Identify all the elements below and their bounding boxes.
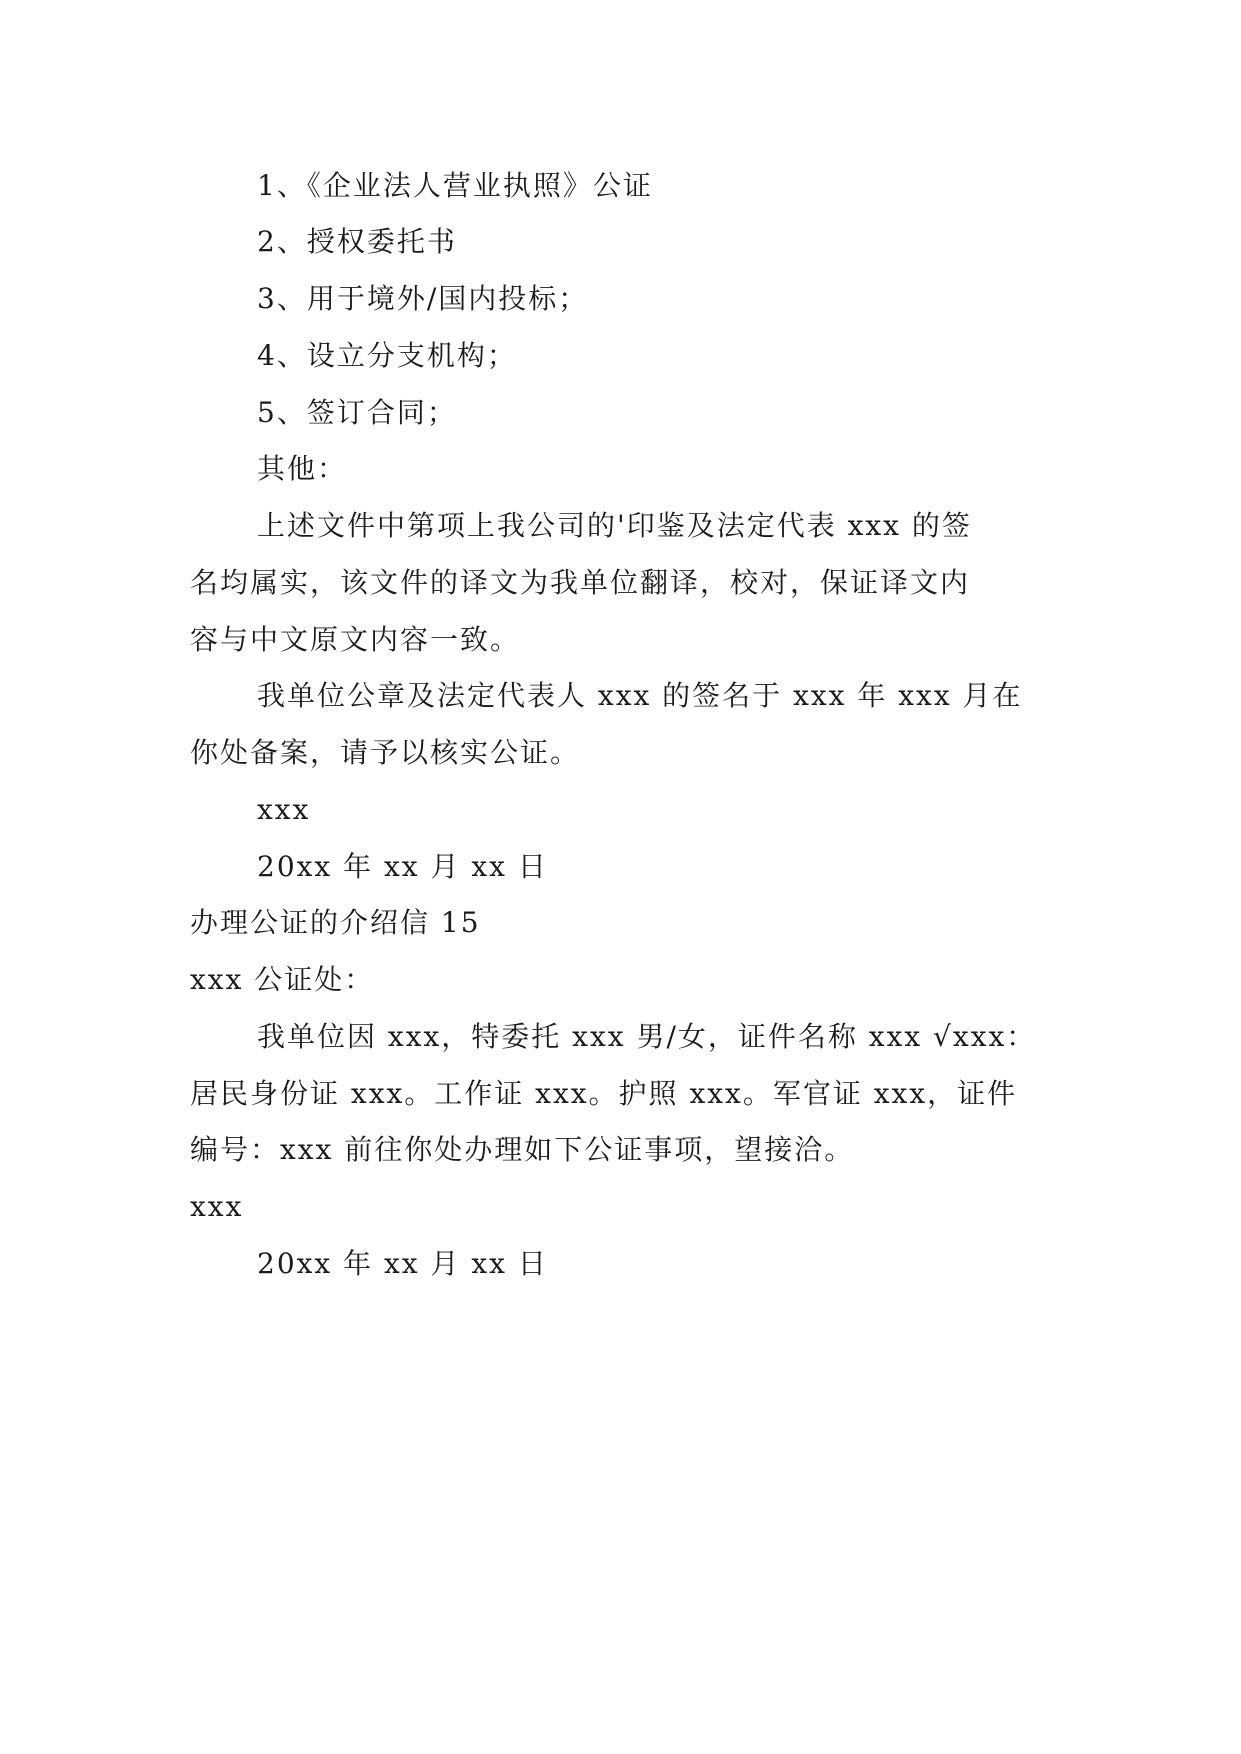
signature-name: xxx bbox=[257, 793, 311, 826]
letter-title: 办理公证的介绍信 15 bbox=[190, 906, 481, 939]
paragraph1-line2: 名均属实，该文件的译文为我单位翻译，校对，保证译文内 bbox=[190, 566, 971, 599]
paragraph2-line1: 我单位公章及法定代表人 xxx 的签名于 xxx 年 xxx 月在 bbox=[257, 679, 1023, 712]
paragraph2-line2: 你处备案，请予以核实公证。 bbox=[190, 736, 581, 769]
list-item-1: 1、《企业法人营业执照》公证 bbox=[257, 169, 653, 202]
paragraph1-line1: 上述文件中第项上我公司的'印鉴及法定代表 xxx 的签 bbox=[257, 509, 972, 542]
letter-sign-name: xxx bbox=[190, 1190, 244, 1223]
list-item-5: 5、签订合同； bbox=[257, 396, 457, 429]
paragraph1-line3: 容与中文原文内容一致。 bbox=[190, 623, 521, 656]
letter-body-line1: 我单位因 xxx，特委托 xxx 男/女，证件名称 xxx √xxx： bbox=[257, 1020, 1037, 1053]
signature-date: 20xx 年 xx 月 xx 日 bbox=[257, 850, 548, 883]
list-item-2: 2、授权委托书 bbox=[257, 225, 457, 258]
letter-salutation: xxx 公证处： bbox=[190, 963, 375, 996]
letter-sign-date: 20xx 年 xx 月 xx 日 bbox=[257, 1247, 548, 1280]
letter-body-line2: 居民身份证 xxx。工作证 xxx。护照 xxx。军官证 xxx，证件 bbox=[190, 1077, 1018, 1110]
list-item-3: 3、用于境外/国内投标； bbox=[257, 282, 589, 315]
list-item-4: 4、设立分支机构； bbox=[257, 339, 517, 372]
list-item-other: 其他： bbox=[257, 452, 348, 485]
letter-body-line3: 编号：xxx 前往你处办理如下公证事项，望接洽。 bbox=[190, 1133, 855, 1166]
